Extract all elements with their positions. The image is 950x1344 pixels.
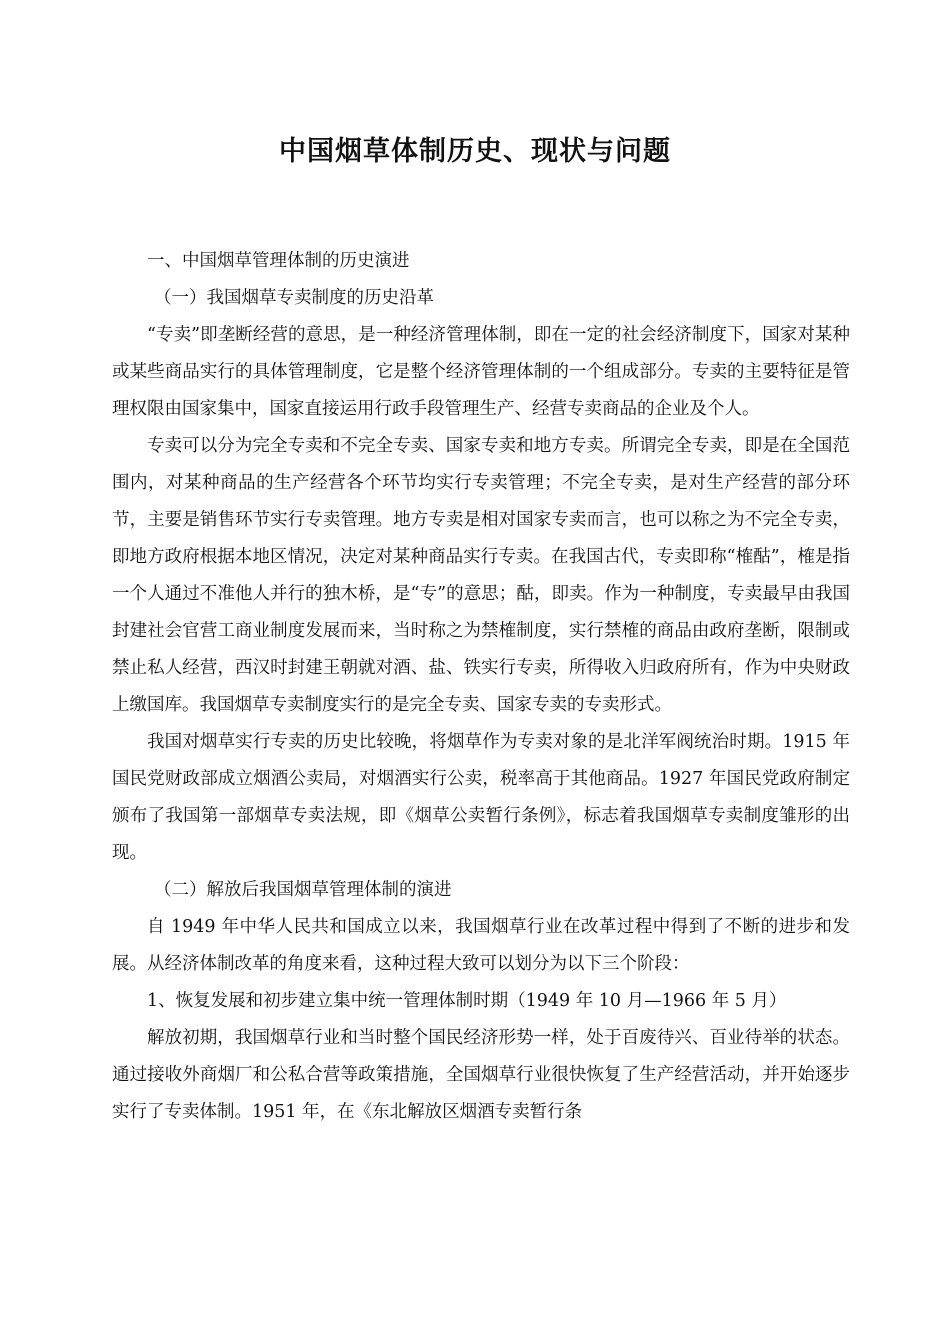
paragraph: 解放初期，我国烟草行业和当时整个国民经济形势一样，处于百废待兴、百业待举的状态。通过接收外商烟厂和公私合营等政策措施，全国烟草行业很快恢复了生产经营活动，并开始逐步实行了专卖体制。1951 年，在《东北解放区烟酒专卖暂行条	[112, 1028, 850, 1122]
subsection-heading: （一）我国烟草专卖制度的历史沿革	[154, 288, 434, 308]
document-title: 中国烟草体制历史、现状与问题	[279, 136, 671, 167]
paragraph: 专卖可以分为完全专卖和不完全专卖、国家专卖和地方专卖。所谓完全专卖，即是在全国范围内，对某种商品的生产经营各个环节均实行专卖管理；不完全专卖，是对生产经营的部分环节，主要是销售环节实行专卖管理。地方专卖是相对国家专卖而言，也可以称之为不完全专卖，即地方政府根据本地区情况，决定对某种商品实行专卖。在我国古代，专卖即称“榷酤”，榷是指一个人通过不准他人并行的独木桥，是“专”的意思；酤，即卖。作为一种制度，专卖最早由我国封建社会官营工商业制度发展而来，当时称之为禁榷制度，实行禁榷的商品由政府垄断，限制或禁止私人经营，西汉时封建王朝就对酒、盐、铁实行专卖，所得收入归政府所有，作为中央财政上缴国库。我国烟草专卖制度实行的是完全专卖、国家专卖的专卖形式。	[112, 436, 850, 715]
paragraph: 自 1949 年中华人民共和国成立以来，我国烟草行业在改革过程中得到了不断的进步和发展。从经济体制改革的角度来看，这种过程大致可以划分为以下三个阶段：	[112, 917, 850, 974]
paragraph: 我国对烟草实行专卖的历史比较晚，将烟草作为专卖对象的是北洋军阀统治时期。1915 年国民党财政部成立烟酒公卖局，对烟酒实行公卖，税率高于其他商品。1927 年国民党政府制定颁布了我国第一部烟草专卖法规，即《烟草公卖暂行条例》，标志着我国烟草专卖制度雏形的出现。	[112, 732, 850, 863]
subsection-heading: （二）解放后我国烟草管理体制的演进	[154, 880, 452, 900]
section-heading: 一、中国烟草管理体制的历史演进	[147, 251, 410, 271]
stage-heading: 1、恢复发展和初步建立集中统一管理体制时期（1949 年 10 月—1966 年 5 月）	[147, 991, 787, 1011]
paragraph: “专卖”即垄断经营的意思，是一种经济管理体制，即在一定的社会经济制度下，国家对某种或某些商品实行的具体管理制度，它是整个经济管理体制的一个组成部分。专卖的主要特征是管理权限由国家集中，国家直接运用行政手段管理生产、经营专卖商品的企业及个人。	[112, 325, 850, 419]
document-body	[112, 243, 850, 1131]
